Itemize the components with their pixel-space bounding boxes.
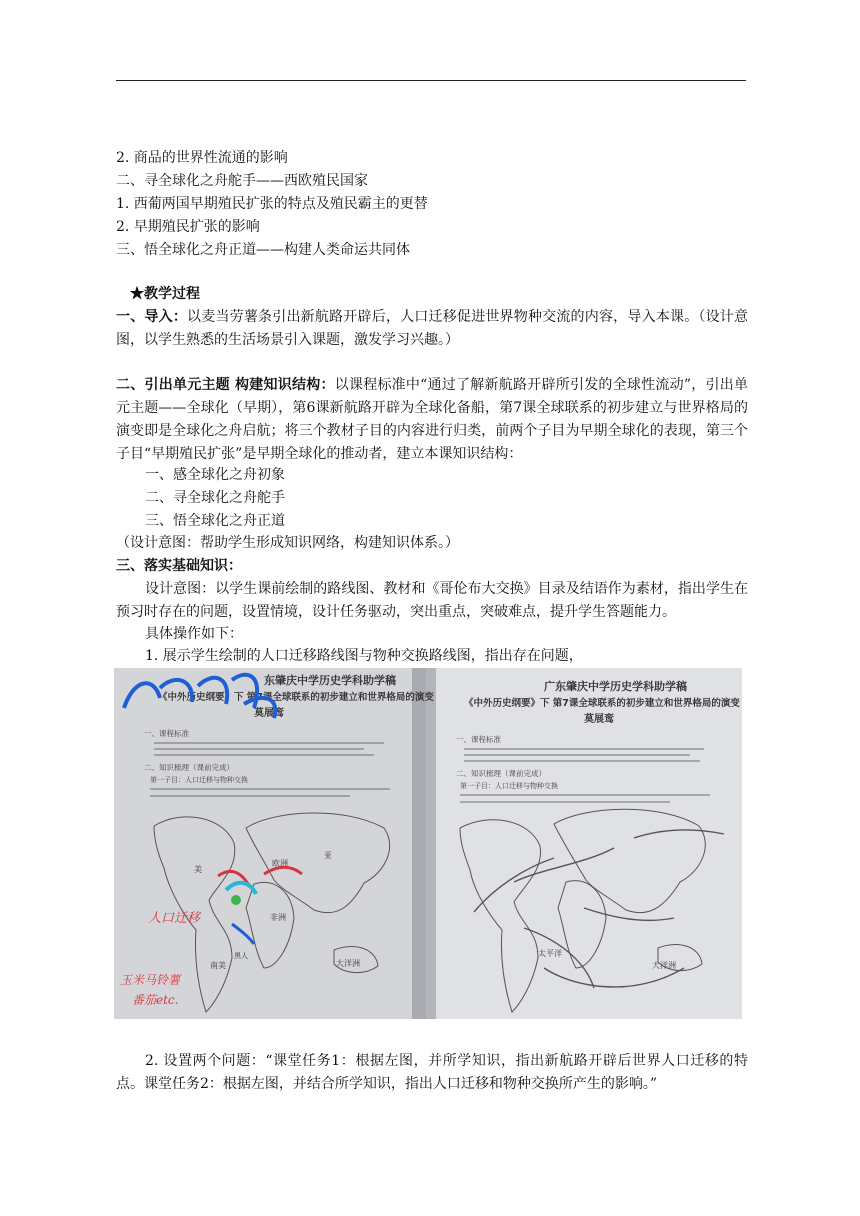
hand-note-2: 玉米马铃薯: [120, 973, 181, 987]
intro-label: 一、导入：: [116, 309, 188, 325]
unit-design-note: （设计意图：帮助学生形成知识网络，构建知识体系。）: [116, 535, 459, 551]
step-2-paragraph: 2. 设置两个问题：“课堂任务1：根据左图，并所学知识，指出新航路开辟后世界人口迁移的特点。课堂任务2：根据左图，并结合所学知识，指出人口迁移和物种交换所产生的影响。”: [116, 1053, 748, 1092]
right-label-ocean: 太平洋: [538, 949, 562, 958]
left-sub1: 第一子目：人口迁移与物种交换: [150, 776, 248, 784]
outline-item-3: 1. 西葡两国早期殖民扩张的特点及殖民霸主的更替: [116, 196, 428, 212]
unit-label: 二、引出单元主题 构建知识结构：: [116, 377, 335, 393]
left-label-asia: 亚: [324, 851, 332, 860]
hand-note-1: 人口迁移: [148, 911, 201, 926]
intro-paragraph: [116, 306, 748, 352]
left-label-black: 黑人: [234, 952, 248, 960]
right-label-oceania: 大洋洲: [652, 961, 676, 970]
right-sec1: 一、课程标准: [456, 735, 501, 744]
worksheet-photo-pair: [114, 668, 742, 1019]
header-rule: [116, 80, 746, 81]
basic-ops: 具体操作如下：: [145, 626, 243, 642]
left-label-oceania: 大洋洲: [336, 959, 360, 968]
book-fold-left: [412, 668, 426, 1019]
right-title: 广东肇庆中学历史学科助学稿: [544, 680, 687, 693]
step-1: 1. 展示学生绘制的人口迁移路线图与物种交换路线图，指出存在问题，: [145, 648, 583, 664]
right-author: 莫展鸾: [584, 714, 614, 725]
unit-item-2: 二、寻全球化之舟舵手: [145, 490, 285, 506]
unit-item-1: 一、感全球化之舟初象: [145, 467, 285, 483]
intro-text: 以麦当劳薯条引出新航路开辟后，人口迁移促进世界物种交流的内容，导入本课。（设计意图，以学生熟悉的生活场景引入课题，激发学习兴趣。）: [116, 309, 749, 348]
teaching-process-heading: ★教学过程: [130, 286, 200, 302]
left-subtitle: 《中外历史纲要》下 第7课全球联系的初步建立和世界格局的演变: [158, 692, 434, 703]
student-worksheet-photos: [114, 668, 742, 1019]
right-subtitle: 《中外历史纲要》下 第7课全球联系的初步建立和世界格局的演变: [464, 698, 740, 709]
outline-item-5: 三、悟全球化之舟正道——构建人类命运共同体: [116, 242, 410, 258]
left-label-europe: 欧洲: [272, 859, 288, 868]
right-sub1: 第一子目：人口迁移与物种交换: [460, 782, 558, 790]
right-sec2: 二、知识梳理（课前完成）: [456, 769, 546, 778]
left-title: 东肇庆中学历史学科助学稿: [264, 674, 396, 687]
outline-item-2: 二、寻全球化之舟舵手——西欧殖民国家: [116, 173, 368, 189]
left-sec1: 一、课程标准: [144, 729, 189, 738]
left-label-america-s: 南美: [210, 961, 226, 970]
unit-text: 以课程标准中“通过了解新航路开辟所引发的全球性流动”，引出单元主题——全球化（早期），第6课新航路开辟为全球化备船，第7课全球联系的初步建立与世界格局的演变即是全球化之舟启航；将三个教材子目的内容进行归类，前两个子目为早期全球化的表现，第三个子目“早期殖民扩张”是早期全球化的推动者，建立本课知识结构：: [116, 377, 748, 462]
outline-item-1: 2. 商品的世界性流通的影响: [116, 150, 288, 166]
left-sec2: 二、知识梳理（课前完成）: [144, 763, 234, 772]
hand-note-3: 番茄etc.: [132, 993, 179, 1007]
left-label-africa: 非洲: [270, 913, 286, 922]
green-marker: [231, 895, 241, 905]
left-author: 莫展鸾: [254, 708, 284, 719]
unit-paragraph: [116, 374, 748, 466]
outline-item-4: 2. 早期殖民扩张的影响: [116, 219, 260, 235]
unit-item-3: 三、悟全球化之舟正道: [145, 513, 285, 529]
left-label-america-n: 美: [194, 865, 202, 874]
basic-knowledge-label: 三、落实基础知识：: [116, 558, 242, 574]
basic-design-paragraph: 设计意图：以学生课前绘制的路线图、教材和《哥伦布大交换》目录及结语作为素材，指出学生在预习时存在的问题，设置情境，设计任务驱动，突出重点，突破难点，提升学生答题能力。: [116, 581, 748, 620]
